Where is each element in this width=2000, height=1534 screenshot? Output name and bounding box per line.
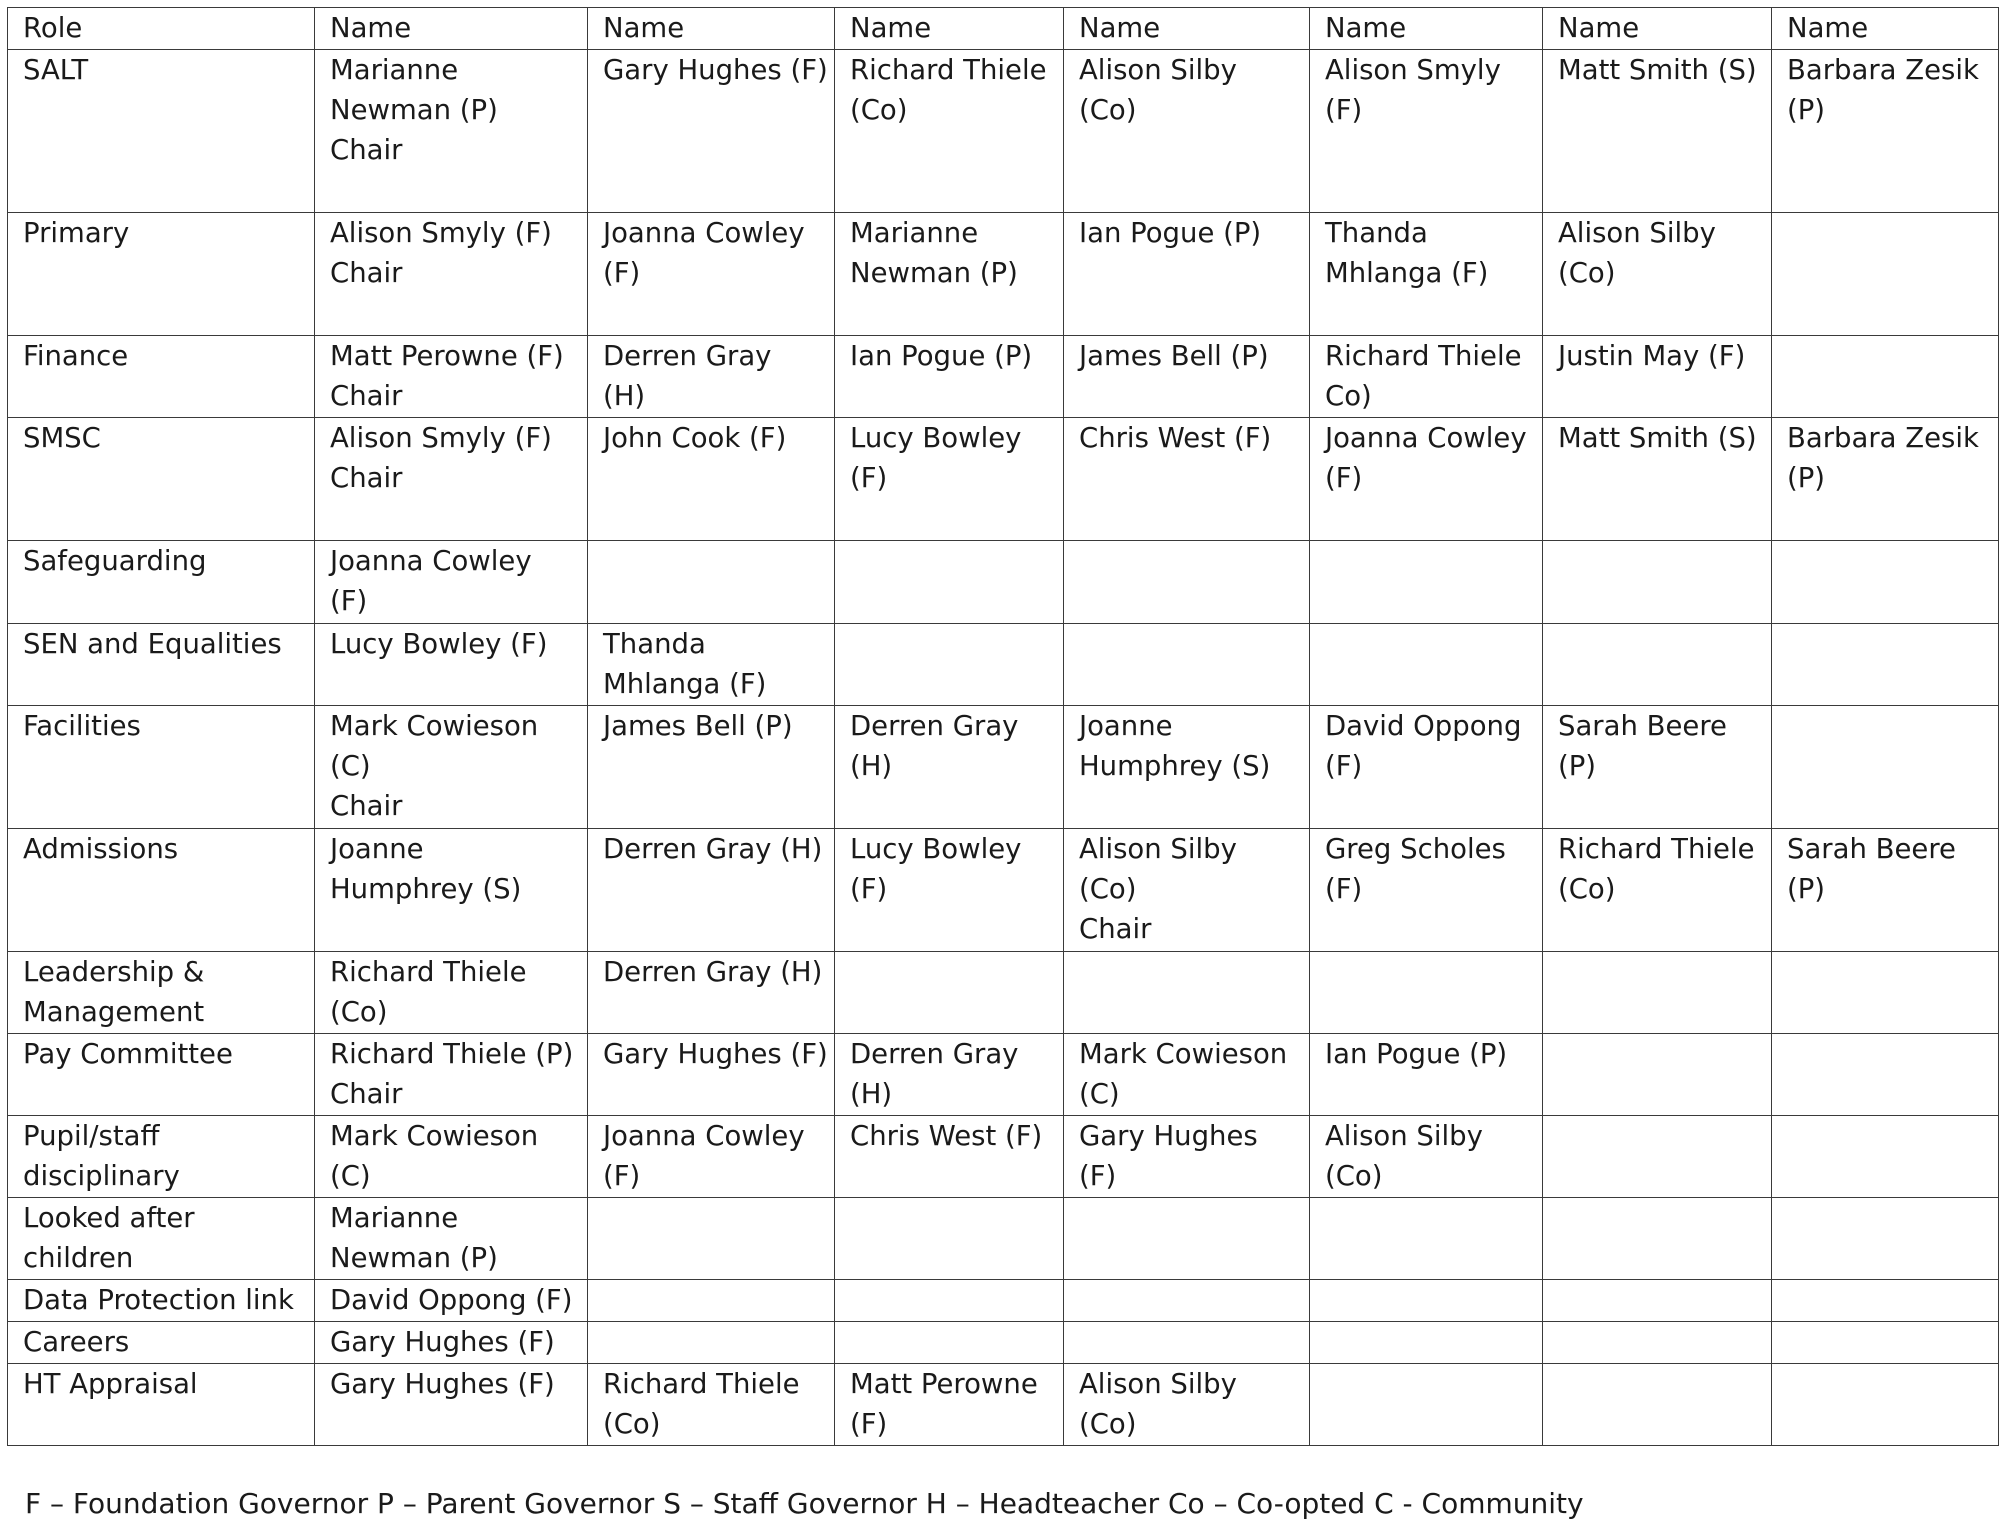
header-cell-name: Name <box>315 8 588 50</box>
member-cell <box>1310 1280 1543 1322</box>
member-cell: Richard Thiele (Co) <box>588 1364 835 1446</box>
role-cell: Careers <box>8 1322 315 1364</box>
role-cell: Safeguarding <box>8 541 315 624</box>
member-cell <box>835 624 1064 706</box>
table-row <box>8 336 1999 418</box>
member-cell: David Oppong (F) <box>315 1280 588 1322</box>
member-cell <box>1543 1322 1772 1364</box>
member-cell <box>1772 1322 1999 1364</box>
member-cell: Richard Thiele (Co) <box>835 50 1064 213</box>
header-cell-name: Name <box>1310 8 1543 50</box>
table-row <box>8 706 1999 829</box>
member-cell: James Bell (P) <box>1064 336 1310 418</box>
member-cell <box>1543 1364 1772 1446</box>
member-cell: Joanne Humphrey (S) <box>315 829 588 952</box>
member-cell: Marianne Newman (P) Chair <box>315 50 588 213</box>
member-cell <box>588 1322 835 1364</box>
member-cell: Lucy Bowley (F) <box>835 418 1064 541</box>
table-row <box>8 541 1999 624</box>
member-cell: Joanna Cowley (F) <box>315 541 588 624</box>
member-cell: Gary Hughes (F) <box>588 1034 835 1116</box>
member-cell <box>588 1198 835 1280</box>
member-cell <box>1064 1322 1310 1364</box>
member-cell: Derren Gray (H) <box>588 829 835 952</box>
member-cell <box>835 1280 1064 1322</box>
member-cell <box>1064 952 1310 1034</box>
member-cell: Gary Hughes (F) <box>588 50 835 213</box>
member-cell: Joanna Cowley (F) <box>588 213 835 336</box>
table-row <box>8 1034 1999 1116</box>
member-cell: Alison Silby (Co) <box>1310 1116 1543 1198</box>
member-cell: Greg Scholes (F) <box>1310 829 1543 952</box>
member-cell: Matt Perowne (F) <box>835 1364 1064 1446</box>
member-cell: Ian Pogue (P) <box>1064 213 1310 336</box>
member-cell: James Bell (P) <box>588 706 835 829</box>
member-cell <box>1310 624 1543 706</box>
member-cell <box>1543 1034 1772 1116</box>
member-cell <box>1543 1280 1772 1322</box>
member-cell <box>1064 624 1310 706</box>
member-cell: Mark Cowieson (C) Chair <box>315 706 588 829</box>
member-cell: Barbara Zesik (P) <box>1772 50 1999 213</box>
member-cell: Alison Smyly (F) <box>1310 50 1543 213</box>
member-cell: Gary Hughes (F) <box>315 1322 588 1364</box>
member-cell: Richard Thiele (Co) <box>315 952 588 1034</box>
member-cell <box>1543 1116 1772 1198</box>
member-cell <box>1772 1116 1999 1198</box>
header-row <box>8 8 1999 50</box>
member-cell: Derren Gray (H) <box>588 952 835 1034</box>
governor-type-legend: F – Foundation Governor P – Parent Governor S – Staff Governor H – Headteacher Co – Co-opted C - Community <box>25 1487 1584 1520</box>
role-cell: Facilities <box>8 706 315 829</box>
table-row <box>8 1280 1999 1322</box>
role-cell: Looked after children <box>8 1198 315 1280</box>
header-cell-name: Name <box>588 8 835 50</box>
member-cell: Alison Smyly (F) Chair <box>315 213 588 336</box>
member-cell: Thanda Mhlanga (F) <box>1310 213 1543 336</box>
member-cell: Sarah Beere (P) <box>1543 706 1772 829</box>
member-cell: Chris West (F) <box>835 1116 1064 1198</box>
member-cell: Matt Smith (S) <box>1543 418 1772 541</box>
member-cell <box>1543 541 1772 624</box>
table-row <box>8 1364 1999 1446</box>
table-body <box>8 50 1999 1446</box>
member-cell: Thanda Mhlanga (F) <box>588 624 835 706</box>
table-row <box>8 50 1999 213</box>
member-cell <box>1772 1198 1999 1280</box>
member-cell <box>1772 336 1999 418</box>
role-cell: Admissions <box>8 829 315 952</box>
table-row <box>8 952 1999 1034</box>
member-cell: Alison Silby (Co) <box>1064 50 1310 213</box>
member-cell <box>1772 1280 1999 1322</box>
table-row <box>8 418 1999 541</box>
header-cell-role: Role <box>8 8 315 50</box>
member-cell <box>1543 952 1772 1034</box>
role-cell: Pay Committee <box>8 1034 315 1116</box>
member-cell <box>1310 1198 1543 1280</box>
role-cell: SALT <box>8 50 315 213</box>
member-cell <box>1310 1364 1543 1446</box>
member-cell: John Cook (F) <box>588 418 835 541</box>
member-cell: Ian Pogue (P) <box>1310 1034 1543 1116</box>
member-cell: Richard Thiele (P) Chair <box>315 1034 588 1116</box>
member-cell: Marianne Newman (P) <box>835 213 1064 336</box>
member-cell: Marianne Newman (P) <box>315 1198 588 1280</box>
member-cell: Justin May (F) <box>1543 336 1772 418</box>
member-cell: Alison Silby (Co) Chair <box>1064 829 1310 952</box>
member-cell: Alison Silby (Co) <box>1064 1364 1310 1446</box>
member-cell: Alison Silby (Co) <box>1543 213 1772 336</box>
member-cell <box>1064 541 1310 624</box>
table-row <box>8 624 1999 706</box>
role-cell: SMSC <box>8 418 315 541</box>
member-cell <box>1064 1280 1310 1322</box>
role-cell: Primary <box>8 213 315 336</box>
member-cell: Alison Smyly (F) Chair <box>315 418 588 541</box>
member-cell <box>588 541 835 624</box>
member-cell <box>1772 624 1999 706</box>
member-cell <box>1310 952 1543 1034</box>
member-cell: Mark Cowieson (C) <box>315 1116 588 1198</box>
member-cell <box>835 1322 1064 1364</box>
member-cell: Sarah Beere (P) <box>1772 829 1999 952</box>
table-row <box>8 1198 1999 1280</box>
member-cell <box>588 1280 835 1322</box>
table-row <box>8 829 1999 952</box>
member-cell: Lucy Bowley (F) <box>315 624 588 706</box>
header-cell-name: Name <box>835 8 1064 50</box>
member-cell <box>1310 1322 1543 1364</box>
role-cell: Leadership & Management <box>8 952 315 1034</box>
role-cell: HT Appraisal <box>8 1364 315 1446</box>
member-cell: Ian Pogue (P) <box>835 336 1064 418</box>
member-cell: Gary Hughes (F) <box>1064 1116 1310 1198</box>
header-cell-name: Name <box>1772 8 1999 50</box>
member-cell: Lucy Bowley (F) <box>835 829 1064 952</box>
member-cell <box>835 952 1064 1034</box>
member-cell: Derren Gray (H) <box>588 336 835 418</box>
member-cell: Gary Hughes (F) <box>315 1364 588 1446</box>
table-row <box>8 213 1999 336</box>
role-cell: Finance <box>8 336 315 418</box>
role-cell: Data Protection link <box>8 1280 315 1322</box>
member-cell: Chris West (F) <box>1064 418 1310 541</box>
member-cell: Joanna Cowley (F) <box>1310 418 1543 541</box>
member-cell <box>835 1198 1064 1280</box>
role-cell: SEN and Equalities <box>8 624 315 706</box>
member-cell <box>1772 952 1999 1034</box>
member-cell <box>1772 706 1999 829</box>
member-cell: Mark Cowieson (C) <box>1064 1034 1310 1116</box>
committee-table <box>7 7 1999 1446</box>
header-cell-name: Name <box>1064 8 1310 50</box>
member-cell: Richard Thiele (Co) <box>1543 829 1772 952</box>
member-cell <box>835 541 1064 624</box>
member-cell <box>1543 1198 1772 1280</box>
member-cell: Richard Thiele Co) <box>1310 336 1543 418</box>
member-cell <box>1772 1034 1999 1116</box>
member-cell: Joanne Humphrey (S) <box>1064 706 1310 829</box>
role-cell: Pupil/staff disciplinary <box>8 1116 315 1198</box>
member-cell: Derren Gray (H) <box>835 1034 1064 1116</box>
member-cell: Matt Smith (S) <box>1543 50 1772 213</box>
member-cell: Joanna Cowley (F) <box>588 1116 835 1198</box>
member-cell: Barbara Zesik (P) <box>1772 418 1999 541</box>
member-cell: Derren Gray (H) <box>835 706 1064 829</box>
member-cell <box>1064 1198 1310 1280</box>
member-cell <box>1772 213 1999 336</box>
member-cell: David Oppong (F) <box>1310 706 1543 829</box>
member-cell <box>1772 1364 1999 1446</box>
member-cell <box>1772 541 1999 624</box>
member-cell: Matt Perowne (F) Chair <box>315 336 588 418</box>
member-cell <box>1543 624 1772 706</box>
header-cell-name: Name <box>1543 8 1772 50</box>
table-row <box>8 1322 1999 1364</box>
member-cell <box>1310 541 1543 624</box>
table-row <box>8 1116 1999 1198</box>
